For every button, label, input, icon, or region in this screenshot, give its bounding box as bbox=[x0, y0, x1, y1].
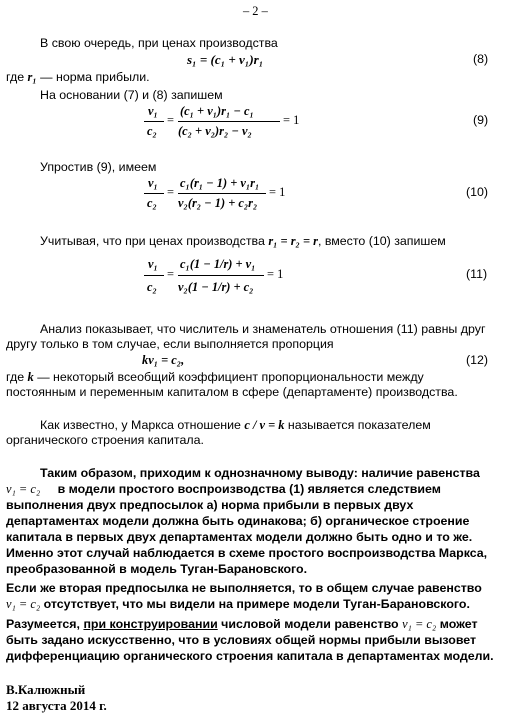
equation-8: s₁ = (c₁ + v₁)r₁ bbox=[187, 52, 264, 67]
considering-text: Учитывая, что при ценах производства bbox=[40, 234, 265, 248]
eq10-rhs-numerator: c₁(r₁ − 1) + v₁r₁ bbox=[180, 176, 260, 190]
eq9-lhs-numerator: v₁ bbox=[148, 104, 158, 118]
conclusion-line-4: департаментах модели должна быть одинакова; б) органическое строение bbox=[6, 514, 470, 528]
coefficient-line-2: постоянным и переменным капиталом в сфере (департаменте) производства. bbox=[6, 385, 458, 399]
eq10-lhs-numerator: v₁ bbox=[148, 176, 158, 190]
coefficient-description: — некоторый всеобщий коэффициент пропорциональности между bbox=[37, 370, 424, 384]
equation-12-number: (12) bbox=[466, 353, 489, 367]
eq11-lhs-denominator: c₂ bbox=[147, 280, 157, 294]
construction-mid: числовой модели равенство bbox=[221, 617, 399, 631]
marx-line-2: органического строения капитала. bbox=[6, 433, 204, 447]
eq10-rhs-fraction-line bbox=[178, 193, 266, 194]
equation-12: kv₁ = c₂, bbox=[142, 353, 185, 367]
equality-formula-1: v₁ = c₂ bbox=[6, 482, 41, 496]
paragraph-basis: На основании (7) и (8) запишем bbox=[40, 88, 223, 102]
equality-formula-3: v₁ = c₂ bbox=[402, 617, 437, 631]
conclusion-line-6: Именно этот случай наблюдается в схеме простого воспроизводства Маркса, bbox=[6, 546, 488, 560]
construction-line-2: быть задано искусственно, что в условиях общей нормы прибыли вызовет bbox=[6, 633, 477, 647]
eq9-equals: = bbox=[167, 113, 174, 127]
eq11-lhs-numerator: v₁ bbox=[148, 257, 158, 271]
eq9-rhs-numerator: (c₁ + v₁)r₁ − c₁ bbox=[180, 104, 254, 118]
conclusion-line-2 bbox=[6, 482, 441, 497]
eq11-equals-one: = 1 bbox=[267, 267, 284, 281]
eq11-rhs-denominator: v₂(1 − 1/r) + c₂ bbox=[178, 280, 254, 294]
where-word: где bbox=[6, 70, 25, 84]
eq11-equals: = bbox=[167, 267, 174, 281]
eq9-lhs-fraction-line bbox=[144, 121, 164, 122]
equation-11-number: (11) bbox=[466, 267, 488, 281]
conclusion-line-1: Таким образом, приходим к однозначному выводу: наличие равенства bbox=[40, 466, 480, 480]
construction-post: может bbox=[439, 617, 478, 631]
equation-9-number: (9) bbox=[473, 113, 489, 127]
construction-pre: Разумеется, bbox=[6, 617, 80, 631]
eq10-equals: = bbox=[167, 185, 174, 199]
eq11-lhs-fraction-line bbox=[144, 275, 164, 276]
eq9-rhs-fraction-line bbox=[178, 121, 280, 122]
paragraph-simplified: Упростив (9), имеем bbox=[40, 160, 157, 174]
coefficient-line-1 bbox=[6, 370, 424, 385]
eq9-rhs-denominator: (c₂ + v₂)r₂ − v₂ bbox=[178, 124, 252, 138]
equation-10-number: (10) bbox=[466, 185, 489, 199]
second-premise-text: отсутствует, что мы видели на примере модели Туган-Барановского. bbox=[43, 597, 470, 611]
conclusion-line-3: выполнения двух предпосылок а) норма прибыли в первых двух bbox=[6, 498, 414, 512]
profit-rate-definition bbox=[6, 70, 150, 85]
second-premise-line-1: Если же вторая предпосылка не выполняется, то в общем случае равенство bbox=[6, 581, 482, 595]
profit-rate-variable: r₁ bbox=[27, 70, 37, 84]
analysis-line-1: Анализ показывает, что числитель и знаменатель отношения (11) равны друг bbox=[40, 322, 486, 336]
marx-text: Как известно, у Маркса отношение bbox=[40, 418, 241, 432]
coefficient-variable: k bbox=[27, 370, 34, 384]
equation-8-number: (8) bbox=[473, 52, 489, 66]
equal-profit-rates-formula: r₁ = r₂ = r bbox=[268, 234, 318, 248]
profit-rate-description: — норма прибыли. bbox=[40, 70, 150, 84]
conclusion-line-2-text: в модели простого воспроизводства (1) является следствием bbox=[57, 482, 441, 496]
analysis-line-2: другу только в том случае, если выполняется пропорция bbox=[6, 337, 334, 351]
conclusion-line-7: преобразованной в модель Туган-Барановского. bbox=[6, 562, 308, 576]
eq11-rhs-numerator: c₁(1 − 1/r) + v₁ bbox=[180, 257, 256, 271]
conclusion-line-5: капитала в первых двух департаментах модели должно быть одно и то же. bbox=[6, 530, 473, 544]
page-number: – 2 – bbox=[243, 4, 268, 18]
construction-line-1 bbox=[6, 617, 478, 632]
marx-line-1 bbox=[40, 418, 431, 433]
eq10-rhs-denominator: v₂(r₂ − 1) + c₂r₂ bbox=[178, 196, 258, 210]
eq9-lhs-denominator: c₂ bbox=[147, 124, 157, 138]
second-premise-line-2 bbox=[6, 597, 470, 612]
signature-date: 12 августа 2014 г. bbox=[6, 698, 107, 713]
eq10-lhs-fraction-line bbox=[144, 193, 164, 194]
eq11-rhs-fraction-line bbox=[178, 275, 264, 276]
paragraph-considering bbox=[40, 234, 446, 249]
eq10-lhs-denominator: c₂ bbox=[147, 196, 157, 210]
where-word-2: где bbox=[6, 370, 25, 384]
eq10-equals-one: = 1 bbox=[269, 185, 286, 199]
construction-line-3: дифференциацию органического строения капитала в департаментах модели. bbox=[6, 649, 494, 663]
eq9-equals-one: = 1 bbox=[283, 113, 300, 127]
considering-tail: , вместо (10) запишем bbox=[317, 234, 446, 248]
marx-tail: называется показателем bbox=[287, 418, 431, 432]
construction-underlined: при конструировании bbox=[83, 617, 218, 631]
equality-formula-2: v₁ = c₂ bbox=[6, 597, 41, 611]
marx-formula: c / v = k bbox=[244, 418, 285, 432]
author-name: В.Калюжный bbox=[6, 682, 86, 697]
paragraph-intro: В свою очередь, при ценах производства bbox=[40, 36, 278, 50]
